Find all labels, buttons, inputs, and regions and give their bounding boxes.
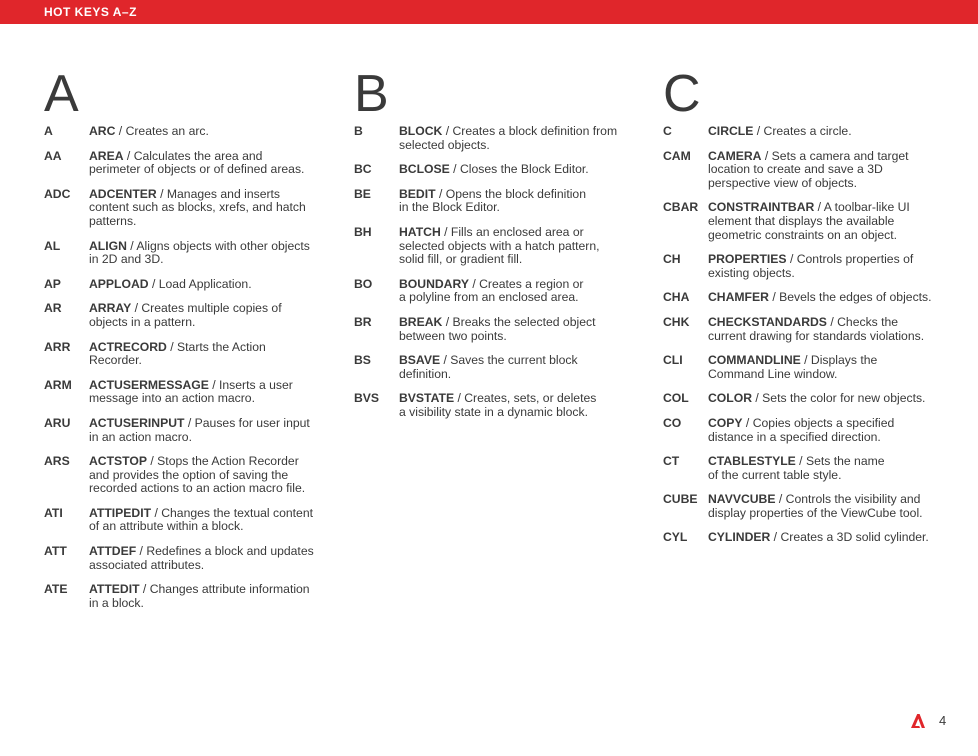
command-description: / Fills an enclosed area or selected objects with a hatch pattern, solid fill, or gradient fill. bbox=[399, 224, 600, 267]
hotkey-description bbox=[89, 278, 316, 292]
column-a bbox=[44, 65, 316, 621]
hotkey-shortcut: BR bbox=[354, 314, 372, 329]
command-description: / Copies objects a specified distance in a specified direction. bbox=[708, 415, 895, 444]
command-name: CONSTRAINTBAR bbox=[708, 200, 815, 215]
command-description: / Creates a block definition from selected objects. bbox=[399, 124, 618, 152]
entries-list bbox=[44, 125, 316, 610]
hotkey-entry bbox=[354, 125, 626, 152]
section-letter: C bbox=[663, 65, 701, 123]
hotkey-entry bbox=[663, 316, 935, 343]
command-name: PROPERTIES bbox=[708, 252, 787, 267]
command-description: / Checks the current drawing for standards violations. bbox=[708, 314, 925, 343]
hotkey-description bbox=[708, 291, 935, 305]
command-description: / Creates a region or a polyline from an enclosed area. bbox=[399, 276, 584, 305]
command-name: COPY bbox=[708, 415, 743, 430]
hotkey-shortcut: BS bbox=[354, 353, 371, 368]
command-name: APPLOAD bbox=[89, 276, 149, 291]
command-description: / Displays the Command Line window. bbox=[708, 353, 878, 381]
command-name: ACTRECORD bbox=[89, 339, 167, 354]
hotkey-entry bbox=[354, 278, 626, 305]
hotkey-shortcut: AR bbox=[44, 301, 62, 316]
hotkey-shortcut: ARU bbox=[44, 415, 71, 430]
hotkey-description bbox=[708, 150, 935, 191]
command-name: BEDIT bbox=[399, 186, 436, 201]
hotkey-description bbox=[708, 125, 935, 139]
section-letter: A bbox=[44, 65, 79, 123]
hotkey-entry bbox=[44, 302, 316, 329]
command-name: CTABLESTYLE bbox=[708, 454, 796, 469]
hotkey-shortcut: BE bbox=[354, 186, 371, 201]
hotkey-entry bbox=[44, 150, 316, 177]
command-description: / Creates multiple copies of objects in a pattern. bbox=[89, 301, 282, 329]
command-name: AREA bbox=[89, 148, 124, 163]
command-name: ACTSTOP bbox=[89, 454, 148, 469]
entries-list bbox=[663, 125, 935, 545]
command-description: / Aligns objects with other objects in 2D and 3D. bbox=[89, 238, 310, 267]
hotkey-description bbox=[399, 188, 626, 215]
command-description: / Calculates the area and perimeter of objects or of defined areas. bbox=[89, 148, 305, 177]
hotkey-entry bbox=[663, 354, 935, 381]
command-description: / Creates a 3D solid cylinder. bbox=[770, 530, 929, 545]
command-name: BCLOSE bbox=[399, 162, 450, 177]
command-description: / Creates, sets, or deletes a visibility state in a dynamic block. bbox=[399, 391, 597, 419]
command-description: / Inserts a user message into an action macro. bbox=[89, 377, 293, 406]
command-description: / Sets a camera and target location to create and save a 3D perspective view of objects. bbox=[708, 148, 909, 190]
hotkey-shortcut: COL bbox=[663, 391, 689, 406]
hotkey-shortcut: A bbox=[44, 124, 53, 138]
hotkey-entry bbox=[44, 379, 316, 406]
hotkey-entry bbox=[44, 188, 316, 229]
hotkey-entry bbox=[663, 201, 935, 242]
hotkey-shortcut: C bbox=[663, 124, 672, 138]
hotkey-description bbox=[89, 150, 316, 177]
command-name: ADCENTER bbox=[89, 186, 157, 201]
command-description: / Controls properties of existing objects. bbox=[708, 252, 914, 280]
command-description: / Creates an arc. bbox=[115, 124, 209, 138]
hotkey-shortcut: ARR bbox=[44, 339, 71, 354]
hotkey-description bbox=[89, 188, 316, 229]
hotkey-entry bbox=[663, 455, 935, 482]
hotkey-description bbox=[89, 455, 316, 496]
column-b bbox=[354, 65, 626, 431]
hotkey-shortcut: ARM bbox=[44, 377, 72, 392]
hotkey-shortcut: BVS bbox=[354, 391, 380, 406]
hotkey-entry bbox=[663, 125, 935, 139]
hotkey-entry bbox=[44, 278, 316, 292]
command-name: ATTEDIT bbox=[89, 582, 140, 597]
hotkey-description bbox=[399, 226, 626, 267]
hotkey-shortcut: CHK bbox=[663, 314, 690, 329]
command-description: / Creates a circle. bbox=[753, 124, 852, 138]
command-description: / Breaks the selected object between two points. bbox=[399, 314, 596, 343]
command-name: CAMERA bbox=[708, 148, 762, 163]
hotkey-entry bbox=[354, 392, 626, 419]
command-name: ACTUSERMESSAGE bbox=[89, 377, 209, 392]
hotkey-description bbox=[89, 341, 316, 368]
hotkey-description bbox=[708, 493, 935, 520]
command-description: / Changes attribute information in a block. bbox=[89, 582, 310, 610]
hotkey-entry bbox=[354, 354, 626, 381]
hotkey-description bbox=[708, 455, 935, 482]
hotkey-entry bbox=[354, 226, 626, 267]
page-number: 4 bbox=[939, 713, 947, 728]
command-name: NAVVCUBE bbox=[708, 492, 776, 507]
command-description: / Pauses for user input in an action macro. bbox=[89, 415, 310, 444]
command-name: BVSTATE bbox=[399, 391, 455, 406]
column-c bbox=[663, 65, 935, 556]
hotkey-shortcut: ATI bbox=[44, 505, 63, 520]
hotkey-description bbox=[399, 316, 626, 343]
hotkey-shortcut: CT bbox=[663, 454, 680, 469]
hotkey-description bbox=[89, 417, 316, 444]
hotkey-description bbox=[399, 163, 626, 177]
hotkey-shortcut: AA bbox=[44, 148, 62, 163]
hotkey-description bbox=[399, 125, 626, 152]
command-description: / Opens the block definition in the Block Editor. bbox=[399, 186, 586, 215]
hotkey-description bbox=[399, 392, 626, 419]
command-name: ARC bbox=[89, 124, 116, 138]
command-description: / Changes the textual content of an attribute within a block. bbox=[89, 505, 313, 534]
hotkey-shortcut: AL bbox=[44, 238, 61, 253]
hotkey-description bbox=[89, 240, 316, 267]
hotkey-description bbox=[708, 253, 935, 280]
command-name: COLOR bbox=[708, 391, 753, 406]
command-name: ALIGN bbox=[89, 238, 127, 253]
hotkey-description bbox=[399, 278, 626, 305]
command-name: ARRAY bbox=[89, 301, 132, 316]
hotkey-description bbox=[89, 583, 316, 610]
command-name: HATCH bbox=[399, 224, 441, 239]
hotkey-shortcut: CYL bbox=[663, 530, 688, 545]
command-name: ATTIPEDIT bbox=[89, 505, 152, 520]
entries-list bbox=[354, 125, 626, 420]
autodesk-a-logo-icon bbox=[910, 713, 926, 729]
hotkey-shortcut: BH bbox=[354, 224, 372, 239]
hotkey-shortcut: BC bbox=[354, 162, 372, 177]
command-description: / Sets the name of the current table style. bbox=[708, 454, 885, 482]
command-description: / Starts the Action Recorder. bbox=[89, 339, 266, 368]
hotkey-shortcut: B bbox=[354, 124, 363, 138]
hotkey-entry bbox=[44, 545, 316, 572]
hotkey-entry bbox=[663, 531, 935, 545]
hotkey-shortcut: CLI bbox=[663, 353, 683, 368]
hotkey-description bbox=[708, 392, 935, 406]
section-letter: B bbox=[354, 65, 389, 123]
hotkey-entry bbox=[354, 163, 626, 177]
hotkey-description bbox=[708, 417, 935, 444]
command-description: / Manages and inserts content such as blocks, xrefs, and hatch patterns. bbox=[89, 186, 306, 228]
hotkey-entry bbox=[663, 150, 935, 191]
command-description: / Sets the color for new objects. bbox=[752, 391, 926, 406]
hotkey-shortcut: BO bbox=[354, 276, 373, 291]
hotkey-entry bbox=[354, 188, 626, 215]
command-name: CHECKSTANDARDS bbox=[708, 314, 827, 329]
hotkey-description bbox=[89, 545, 316, 572]
command-name: BLOCK bbox=[399, 124, 443, 138]
command-name: CYLINDER bbox=[708, 530, 771, 545]
header-bar bbox=[0, 0, 978, 24]
command-description: / Redefines a block and updates associated attributes. bbox=[89, 544, 314, 572]
hotkey-description bbox=[708, 354, 935, 381]
command-name: CIRCLE bbox=[708, 124, 754, 138]
hotkey-description bbox=[399, 354, 626, 381]
page-title: HOT KEYS A–Z bbox=[44, 5, 137, 19]
hotkey-shortcut: CAM bbox=[663, 148, 691, 163]
hotkey-shortcut: ARS bbox=[44, 454, 70, 469]
hotkey-entry bbox=[354, 316, 626, 343]
command-name: BSAVE bbox=[399, 353, 441, 368]
hotkey-entry bbox=[44, 507, 316, 534]
hotkey-shortcut: CH bbox=[663, 252, 681, 267]
hotkey-description bbox=[89, 302, 316, 329]
hotkey-entry bbox=[663, 493, 935, 520]
hotkey-description bbox=[89, 379, 316, 406]
hotkey-description bbox=[708, 531, 935, 545]
command-name: BOUNDARY bbox=[399, 276, 469, 291]
command-description: / Controls the visibility and display properties of the ViewCube tool. bbox=[708, 492, 923, 520]
hotkey-shortcut: CBAR bbox=[663, 200, 699, 215]
hotkey-shortcut: CO bbox=[663, 415, 682, 430]
hotkey-entry bbox=[663, 417, 935, 444]
command-description: / Closes the Block Editor. bbox=[449, 162, 589, 177]
hotkey-shortcut: CUBE bbox=[663, 492, 698, 507]
hotkey-description bbox=[89, 125, 316, 139]
hotkey-entry bbox=[44, 341, 316, 368]
command-description: / Load Application. bbox=[148, 276, 252, 291]
hotkey-shortcut: ATE bbox=[44, 582, 68, 597]
hotkey-entry bbox=[44, 125, 316, 139]
command-name: CHAMFER bbox=[708, 290, 769, 305]
hotkey-entry bbox=[44, 417, 316, 444]
command-description: / A toolbar-like UI element that displays the available geometric constraints on an object. bbox=[708, 200, 910, 242]
hotkey-shortcut: ADC bbox=[44, 186, 71, 201]
hotkey-description bbox=[708, 201, 935, 242]
hotkey-description bbox=[89, 507, 316, 534]
hotkey-description bbox=[708, 316, 935, 343]
command-description: / Stops the Action Recorder and provides the option of saving the recorded actions to an action macro file. bbox=[89, 454, 306, 496]
hotkey-entry bbox=[663, 291, 935, 305]
hotkey-shortcut: CHA bbox=[663, 290, 690, 305]
hotkey-entry bbox=[44, 240, 316, 267]
hotkey-shortcut: AP bbox=[44, 276, 61, 291]
command-name: BREAK bbox=[399, 314, 443, 329]
hotkey-entry bbox=[44, 583, 316, 610]
command-name: ACTUSERINPUT bbox=[89, 415, 185, 430]
hotkey-entry bbox=[663, 253, 935, 280]
command-description: / Bevels the edges of objects. bbox=[768, 290, 932, 305]
command-name: COMMANDLINE bbox=[708, 353, 801, 368]
command-name: ATTDEF bbox=[89, 544, 137, 559]
hotkey-entry bbox=[44, 455, 316, 496]
hotkey-shortcut: ATT bbox=[44, 544, 67, 559]
hotkey-entry bbox=[663, 392, 935, 406]
command-description: / Saves the current block definition. bbox=[399, 353, 578, 381]
